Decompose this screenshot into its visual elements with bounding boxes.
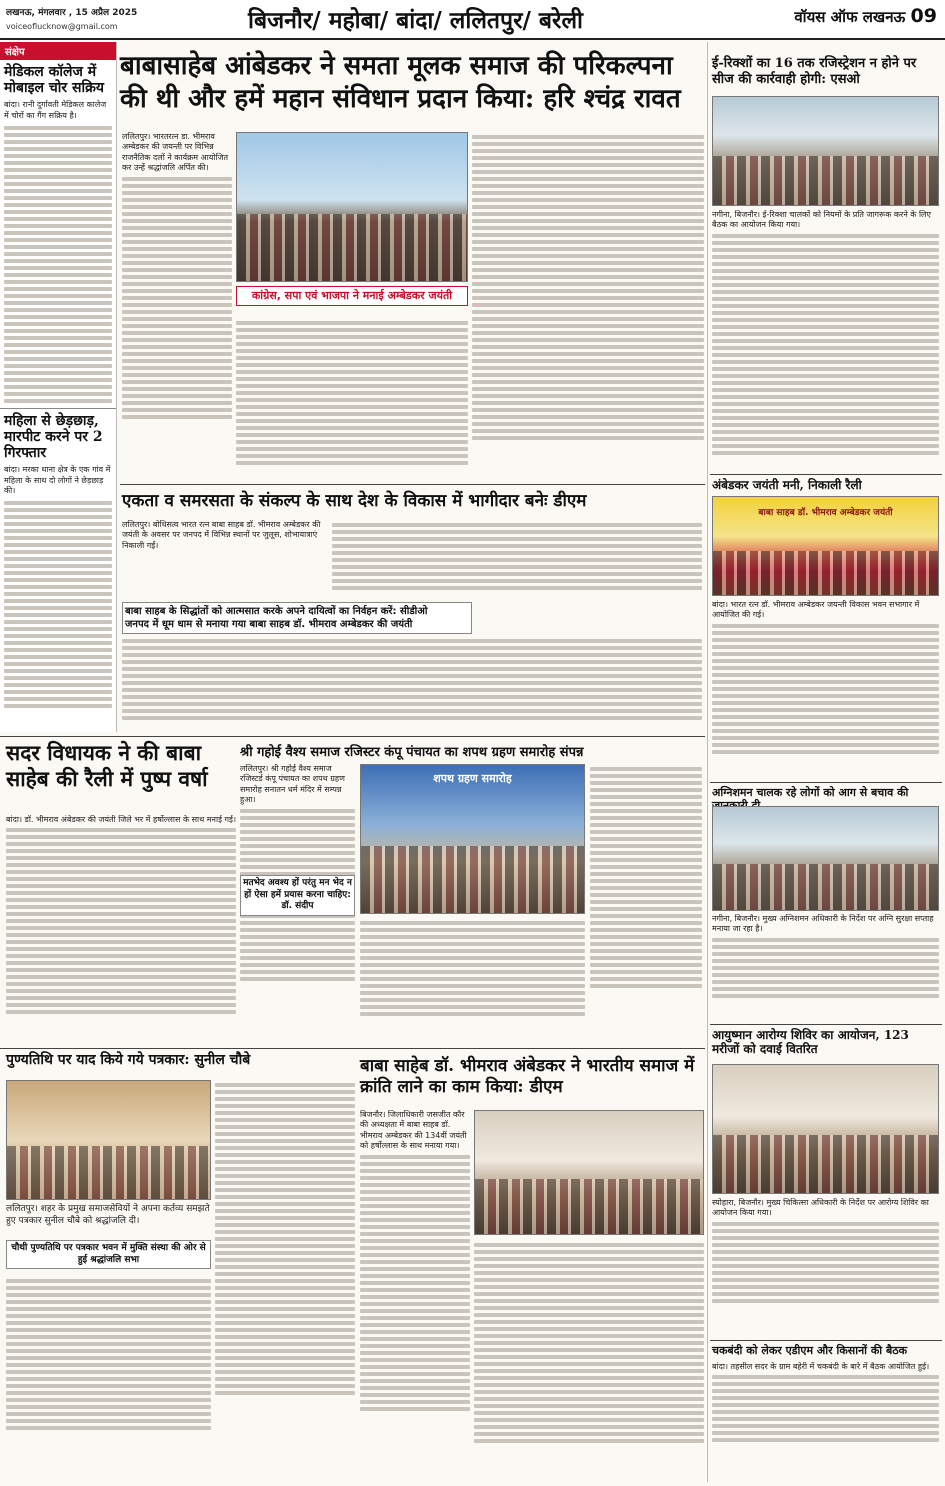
divider: [710, 1024, 942, 1025]
vaishya-column-2: [360, 918, 585, 1044]
ambedkar-rally-headline: अंबेडकर जयंती मनी, निकाली रैली: [712, 478, 862, 492]
ayushman-camp-lead: स्योहारा, बिजनौर। मुख्य चिकित्सा अधिकारी के निर्देश पर आरोग्य शिविर का आयोजन किया गया।: [712, 1198, 929, 1218]
brief-headline-mobile-thief: मेडिकल कॉलेज में मोबाइल चोर सक्रिय: [4, 64, 104, 97]
dm-revolution-lead: बिजनौर। जिलाधिकारी जसजीत कौर की अध्यक्षता में बाबा साहब डॉ. भीमराव अम्बेडकर की 134वीं जयंती को हर्षोल्लास के साथ मनाया गया।: [360, 1110, 467, 1151]
divider: [0, 736, 705, 737]
mla-lead: बांदा। डॉ. भीमराव अंबेडकर की जयंती जिले भर में हर्षोल्लास के साथ मनाई गई।: [6, 815, 236, 824]
lead-story-headline: बाबासाहेब आंबेडकर ने समता मूलक समाज की परिकल्पना की थी और हमें महान संविधान प्रदान किया: हरि श्चंद्र रावत: [120, 51, 681, 114]
lead-story-column-3: [472, 132, 704, 482]
vaishya-lead: ललितपुर। श्री गहोई वैश्य समाज रजिस्टर्ड कंपू पंचायत का शपथ ग्रहण समारोह सनातन धर्म मंदिर में सम्पन्न हुआ।: [240, 764, 345, 805]
fire-safety-lead: नगीना, बिजनौर। मुख्य अग्निशमन अधिकारी के निर्देश पर अग्नि सुरक्षा सप्ताह मनाया जा रहा है।: [712, 914, 934, 934]
journalist-photo: [6, 1080, 211, 1200]
lead-story-column-1: [122, 132, 232, 482]
brief-body-mobile-thief: [0, 121, 116, 408]
consolidation-meeting-lead: बांदा। तहसील सदर के ग्राम बहेरी में चकबंदी के बारे में बैठक आयोजित हुई।: [712, 1362, 930, 1371]
journalist-column-1: [6, 1276, 211, 1476]
ayushman-camp-body: [712, 1198, 939, 1338]
journalist-headline: पुण्यतिथि पर याद किये गये पत्रकार: सुनील चौबे: [6, 1052, 251, 1068]
brief-column: [0, 42, 117, 732]
dm-unity-pullquote-2: जनपद में धूम धाम से मनाया गया बाबा साहब डॉ. भीमराव अम्बेडकर की जयंती: [125, 619, 413, 630]
dm-revolution-headline: बाबा साहेब डॉ. भीमराव अंबेडकर ने भारतीय समाज में क्रांति लाने का काम किया: डीएम: [360, 1056, 695, 1098]
dm-unity-pullquote-1: बाबा साहब के सिद्धांतों को आत्मसात करके अपने दायित्वों का निर्वहन करें: सीडीओ: [125, 606, 428, 617]
journalist-caption: ललितपुर। शहर के प्रमुख समाजसेवियों ने अपना कर्तव्य समझते हुए पत्रकार सुनील चौबे को श्रद्धांजलि दी।: [6, 1204, 210, 1226]
masthead: [794, 5, 937, 27]
brief-body-molestation: [0, 496, 116, 713]
districts-banner: बिजनौर/ महोबा/ बांदा/ ललितपुर/ बरेली: [248, 7, 584, 34]
lead-story-subhead: कांग्रेस, सपा एवं भाजपा ने मनाई अम्बेडकर जयंती: [236, 286, 468, 306]
ambedkar-rally-body: [712, 600, 939, 778]
ambedkar-rally-photo-banner: बाबा साहब डॉ. भीमराव अम्बेडकर जयंती: [758, 508, 893, 518]
journalist-column-2: [215, 1080, 355, 1480]
dm-unity-pullquote: [122, 602, 472, 634]
ayushman-camp-headline: आयुष्मान आरोग्य शिविर का आयोजन, 123 मरीजों को दवाई वितरित: [712, 1028, 909, 1057]
divider: [710, 1340, 942, 1341]
column-divider: [707, 42, 708, 1482]
dm-unity-headline: एकता व समरसता के संकल्प के साथ देश के विकास में भागीदार बनेः डीएम: [122, 491, 587, 511]
vaishya-photo-banner: शपथ ग्रहण समारोह: [433, 772, 512, 785]
divider: [0, 1048, 705, 1049]
page-number: 09: [910, 5, 937, 27]
lead-story-lead: ललितपुर। भारतरत्न डा. भीमराव अम्बेडकर की जयन्ती पर विभिन्न राजनैतिक दलों ने कार्यक्रम आयोजित कर उन्हें श्रद्धांजलि अर्पित की।: [122, 132, 229, 173]
consolidation-meeting-headline: चकबंदी को लेकर एडीएम और किसानों की बैठक: [712, 1344, 908, 1357]
fire-safety-body: [712, 914, 939, 1019]
vaishya-headline: श्री गहोई वैश्य समाज रजिस्टर कंपू पंचायत का शपथ ग्रहण समारोह संपन्न: [240, 745, 584, 760]
divider: [710, 474, 942, 475]
lead-story-column-2: [236, 318, 468, 482]
divider: [120, 484, 705, 485]
divider: [710, 782, 942, 783]
vaishya-photo: [360, 764, 585, 914]
brief-headline-molestation: महिला से छेड़छाड़, मारपीट करने पर 2 गिरफ्तार: [0, 408, 116, 465]
mla-headline: सदर विधायक ने की बाबा साहेब की रैली में पुष्प वर्षा: [6, 740, 208, 792]
page-header: [0, 0, 945, 40]
lead-story-photo: [236, 132, 468, 282]
erickshaw-lead: नगीना, बिजनौर। ई-रिक्शा चालकों को नियमों के प्रति जागरूक करने के लिए बैठक का आयोजन किया गया।: [712, 210, 931, 230]
journalist-subhead: चौथी पुण्यतिथि पर पत्रकार भवन में मुक्ति संस्था की ओर से हुई श्रद्धांजलि सभा: [6, 1240, 211, 1269]
vaishya-column-3: [590, 764, 702, 1044]
ambedkar-rally-photo: [712, 496, 939, 596]
dateline: लखनऊ, मंगलवार , 15 अप्रैल 2025: [6, 8, 138, 18]
brief-section-label: संक्षेप: [0, 42, 116, 60]
dm-unity-body-2: [122, 636, 702, 734]
dm-unity-lead: ललितपुर। बोधिसत्व भारत रत्न बाबा साहब डॉ. भीमराव अम्बेडकर की जयंती के अवसर पर जनपद में विभिन्न स्थानों पर जुलूस, शोभायात्राएं निकाली गईं।: [122, 520, 321, 550]
erickshaw-body: [712, 210, 939, 472]
dm-revolution-column-2: [474, 1240, 704, 1480]
dm-unity-body: [122, 520, 702, 600]
dm-revolution-column-1: [360, 1110, 470, 1480]
fire-safety-photo: [712, 806, 939, 911]
mla-body: [6, 815, 236, 1045]
fire-safety-headline: अग्निशमन चालक रहे लोगों को आग से बचाव की: [712, 786, 909, 799]
ambedkar-rally-lead: बांदा। भारत रत्न डॉ. भीमराव अम्बेडकर जयन्ती विकास भवन सभागार में आयोजित की गई।: [712, 600, 920, 620]
erickshaw-photo: [712, 96, 939, 206]
contact-email: voiceoflucknow@gmail.com: [6, 22, 118, 31]
vaishya-pullquote: मतभेद अवश्य हों परंतु मन भेद न हों ऐसा हमें प्रयास करना चाहिए: डॉ. संदीप: [240, 875, 355, 916]
brief-lead-mobile-thief: बांदा। रानी दुर्गावती मेडिकल कालेज में चोरों का गैंग सक्रिय है।: [4, 100, 107, 120]
brief-lead-molestation: बांदा। मरका थाना क्षेत्र के एक गांव में महिला के साथ दो लोगों ने छेड़छाड़ की।: [4, 465, 111, 496]
erickshaw-headline: ई-रिक्शों का 16 तक रजिस्ट्रेशन न होने पर सीज की कार्रवाही होगी: एसओ: [712, 56, 917, 87]
ayushman-camp-photo: [712, 1064, 939, 1194]
masthead-title: वॉयस ऑफ लखनऊ: [794, 8, 906, 26]
dm-revolution-photo: [474, 1110, 704, 1235]
consolidation-meeting-body: [712, 1362, 939, 1480]
